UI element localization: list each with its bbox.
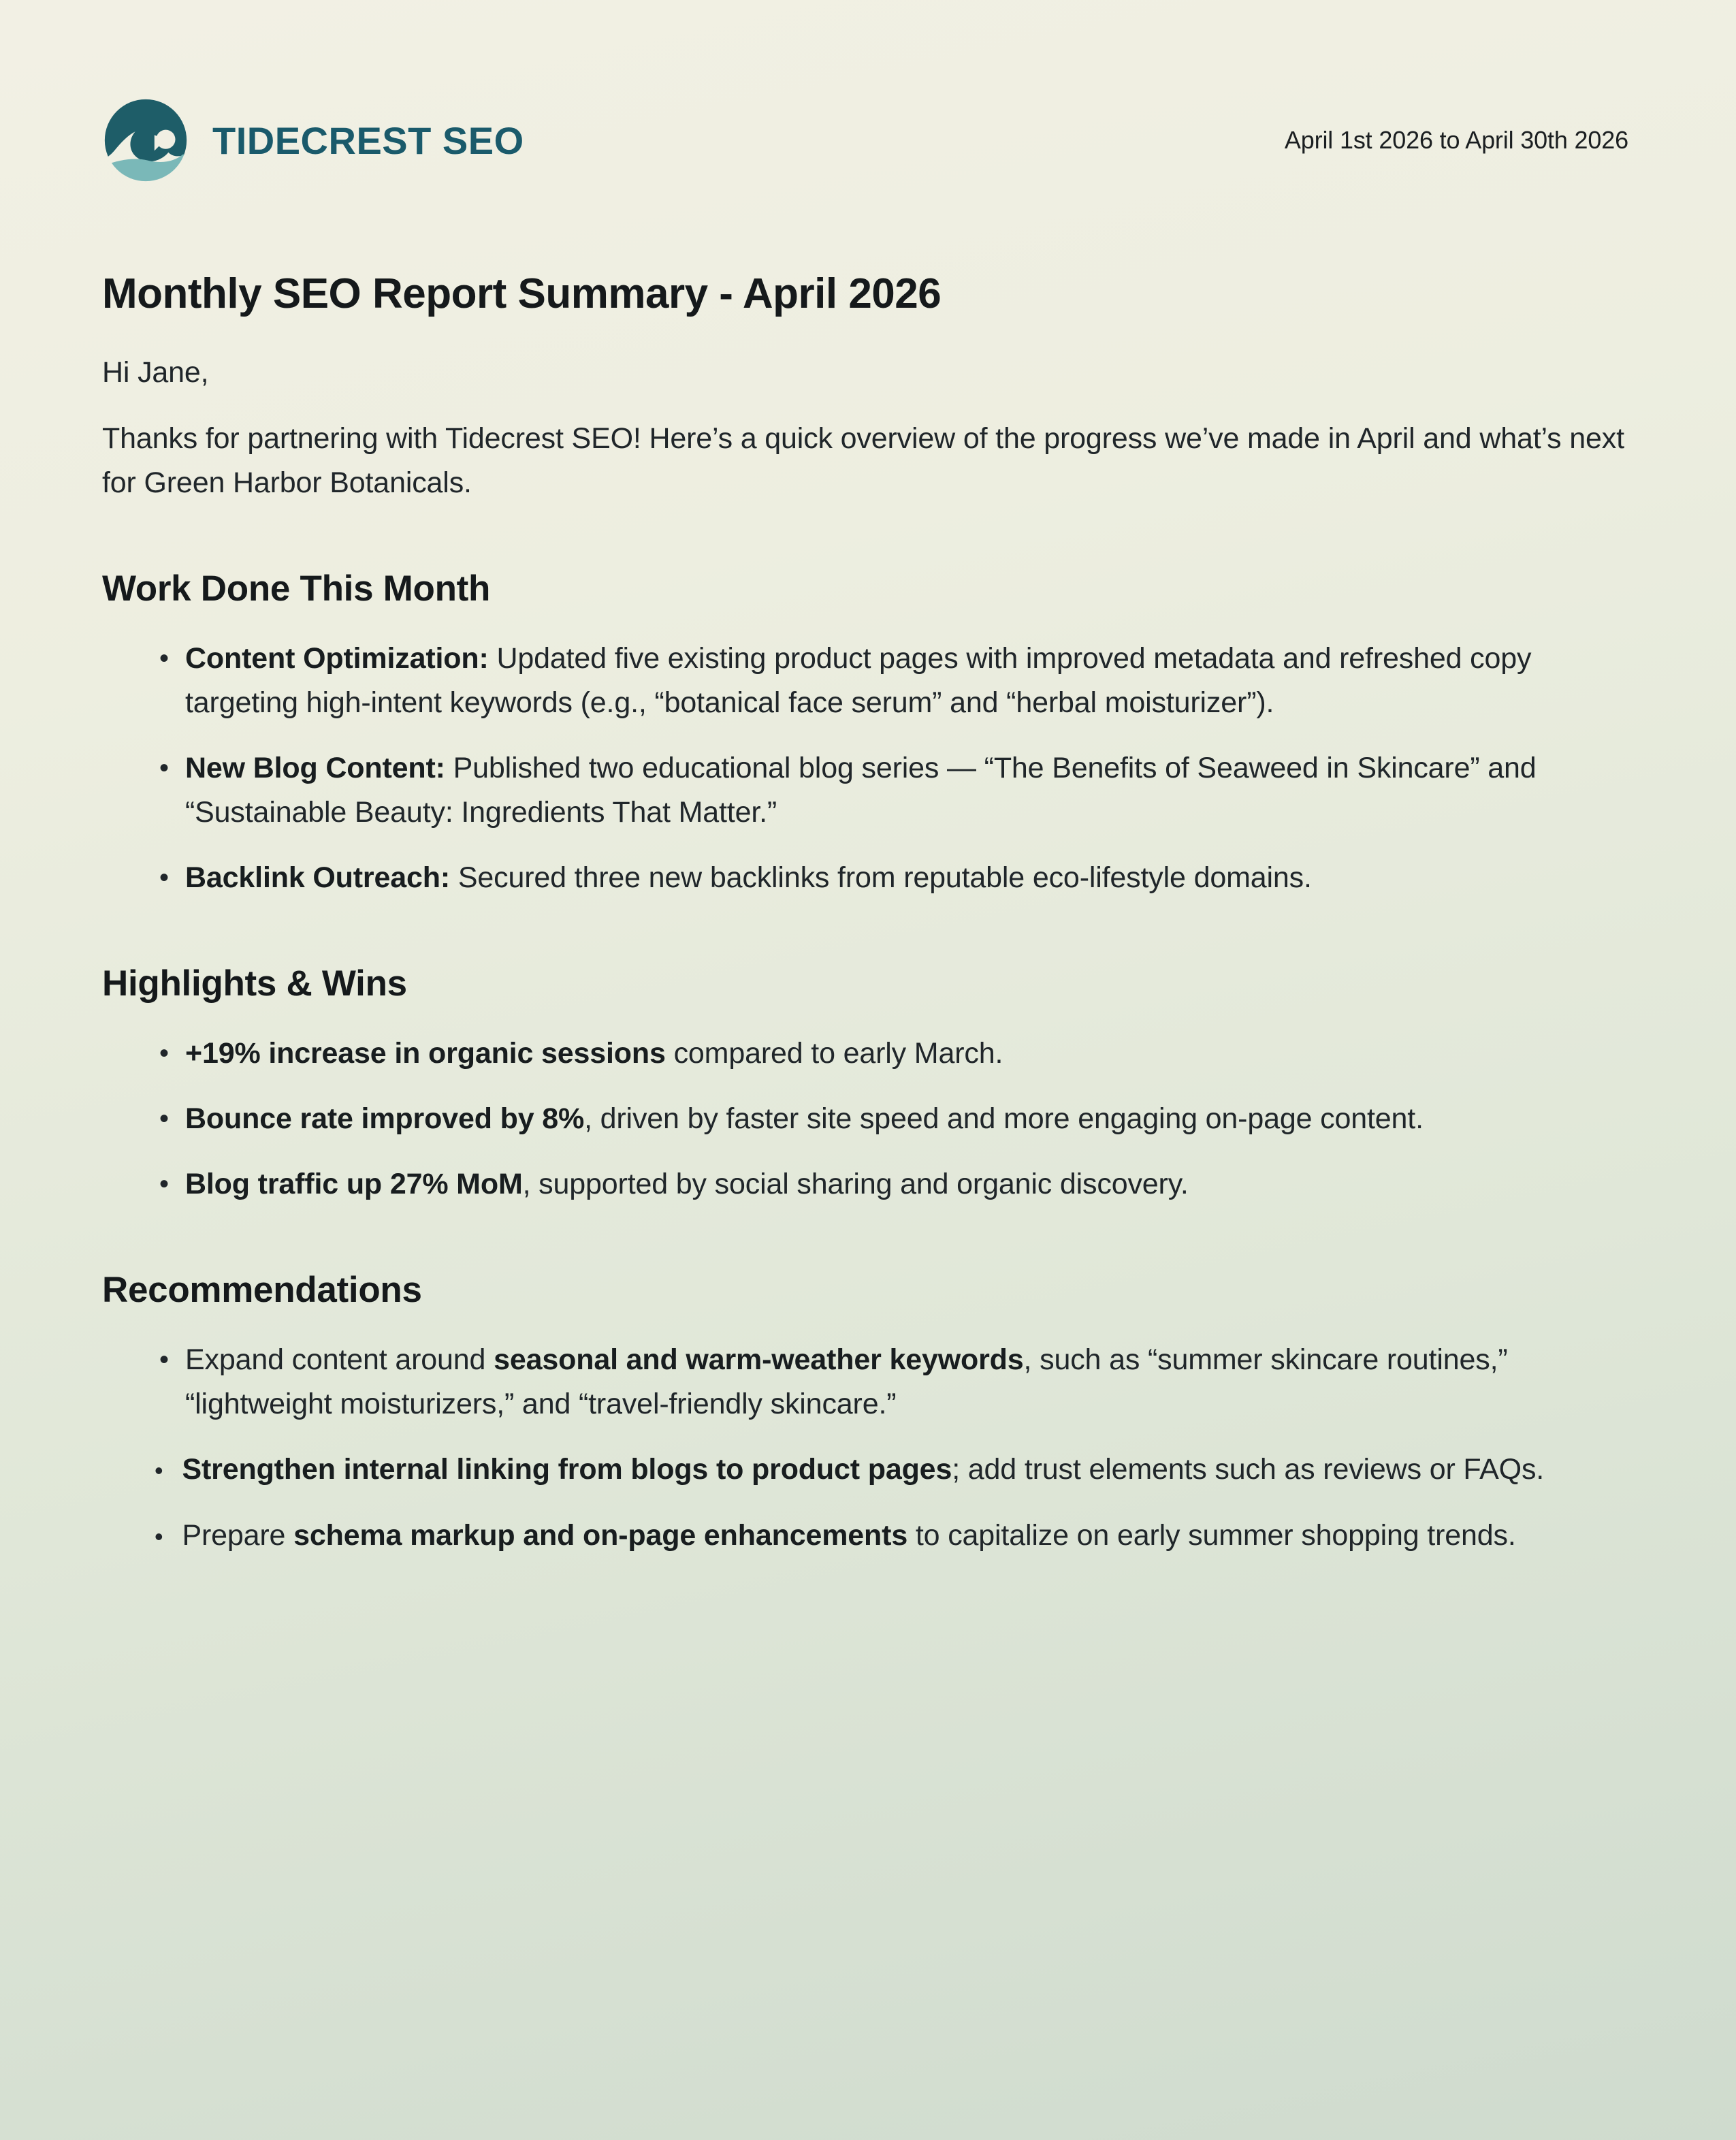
list-item (102, 1338, 1628, 1426)
page-title: Monthly SEO Report Summary - April 2026 (102, 270, 942, 317)
bullet-dot: • (159, 1169, 169, 1199)
bullet-text: Content Optimization: Updated five existing product pages with improved metadata and refreshed copy targeting high-intent keywords (e.g., “botanical face serum” and “herbal moisturizer”). (185, 642, 1532, 719)
bullet-dot: • (159, 1104, 169, 1134)
list-item (102, 1162, 1628, 1207)
bullet-text: Prepare schema markup and on-page enhancements to capitalize on early summer shopping trends. (182, 1519, 1516, 1552)
greeting-text: Hi Jane, (102, 356, 209, 389)
bullet-list (102, 1032, 1628, 1207)
section-heading: Highlights & Wins (102, 963, 407, 1004)
bullet-list (102, 1338, 1628, 1559)
report-date-range: April 1st 2026 to April 30th 2026 (1284, 126, 1628, 154)
bullet-dot: • (159, 1038, 169, 1068)
list-item (102, 1032, 1628, 1076)
report-header (102, 97, 1628, 184)
bullet-dot: • (159, 863, 169, 893)
bullet-text: Backlink Outreach: Secured three new backlinks from reputable eco-lifestyle domains. (185, 861, 1312, 894)
bullet-list (102, 637, 1628, 900)
list-item (102, 637, 1628, 725)
bullet-text: Bounce rate improved by 8%, driven by faster site speed and more engaging on-page content. (185, 1102, 1424, 1135)
bullet-dot: • (159, 643, 169, 673)
list-item (102, 746, 1628, 835)
section-heading: Recommendations (102, 1270, 422, 1310)
intro-paragraph: Thanks for partnering with Tidecrest SEO! Here’s a quick overview of the progress we’ve made in April and what’s next for Green Harbor Botanicals. (102, 422, 1624, 499)
list-item (102, 1514, 1628, 1559)
bullet-text: Strengthen internal linking from blogs to product pages; add trust elements such as reviews or FAQs. (182, 1453, 1545, 1486)
bullet-dot: • (155, 1522, 163, 1550)
section-recommendations (102, 1269, 1628, 1559)
wave-icon (102, 97, 189, 184)
bullet-dot: • (155, 1456, 163, 1484)
brand-name: TIDECREST SEO (212, 118, 524, 162)
bullet-text: +19% increase in organic sessions compared to early March. (185, 1037, 1003, 1070)
report-body (102, 270, 1628, 1559)
bullet-text: New Blog Content: Published two educational blog series — “The Benefits of Seaweed in Skincare” and “Sustainable Beauty: Ingredients That Matter.” (185, 752, 1537, 829)
section-highlights-wins (102, 963, 1628, 1207)
list-item (102, 856, 1628, 900)
bullet-dot: • (159, 753, 169, 783)
list-item (102, 1448, 1628, 1492)
list-item (102, 1097, 1628, 1141)
brand (102, 97, 524, 184)
section-work-done (102, 568, 1628, 900)
bullet-text: Blog traffic up 27% MoM, supported by social sharing and organic discovery. (185, 1168, 1189, 1200)
bullet-dot: • (159, 1345, 169, 1375)
section-heading: Work Done This Month (102, 569, 491, 609)
bullet-text: Expand content around seasonal and warm-weather keywords, such as “summer skincare routines,” “lightweight moisturizers,” and “travel-friendly skincare.” (185, 1343, 1508, 1420)
